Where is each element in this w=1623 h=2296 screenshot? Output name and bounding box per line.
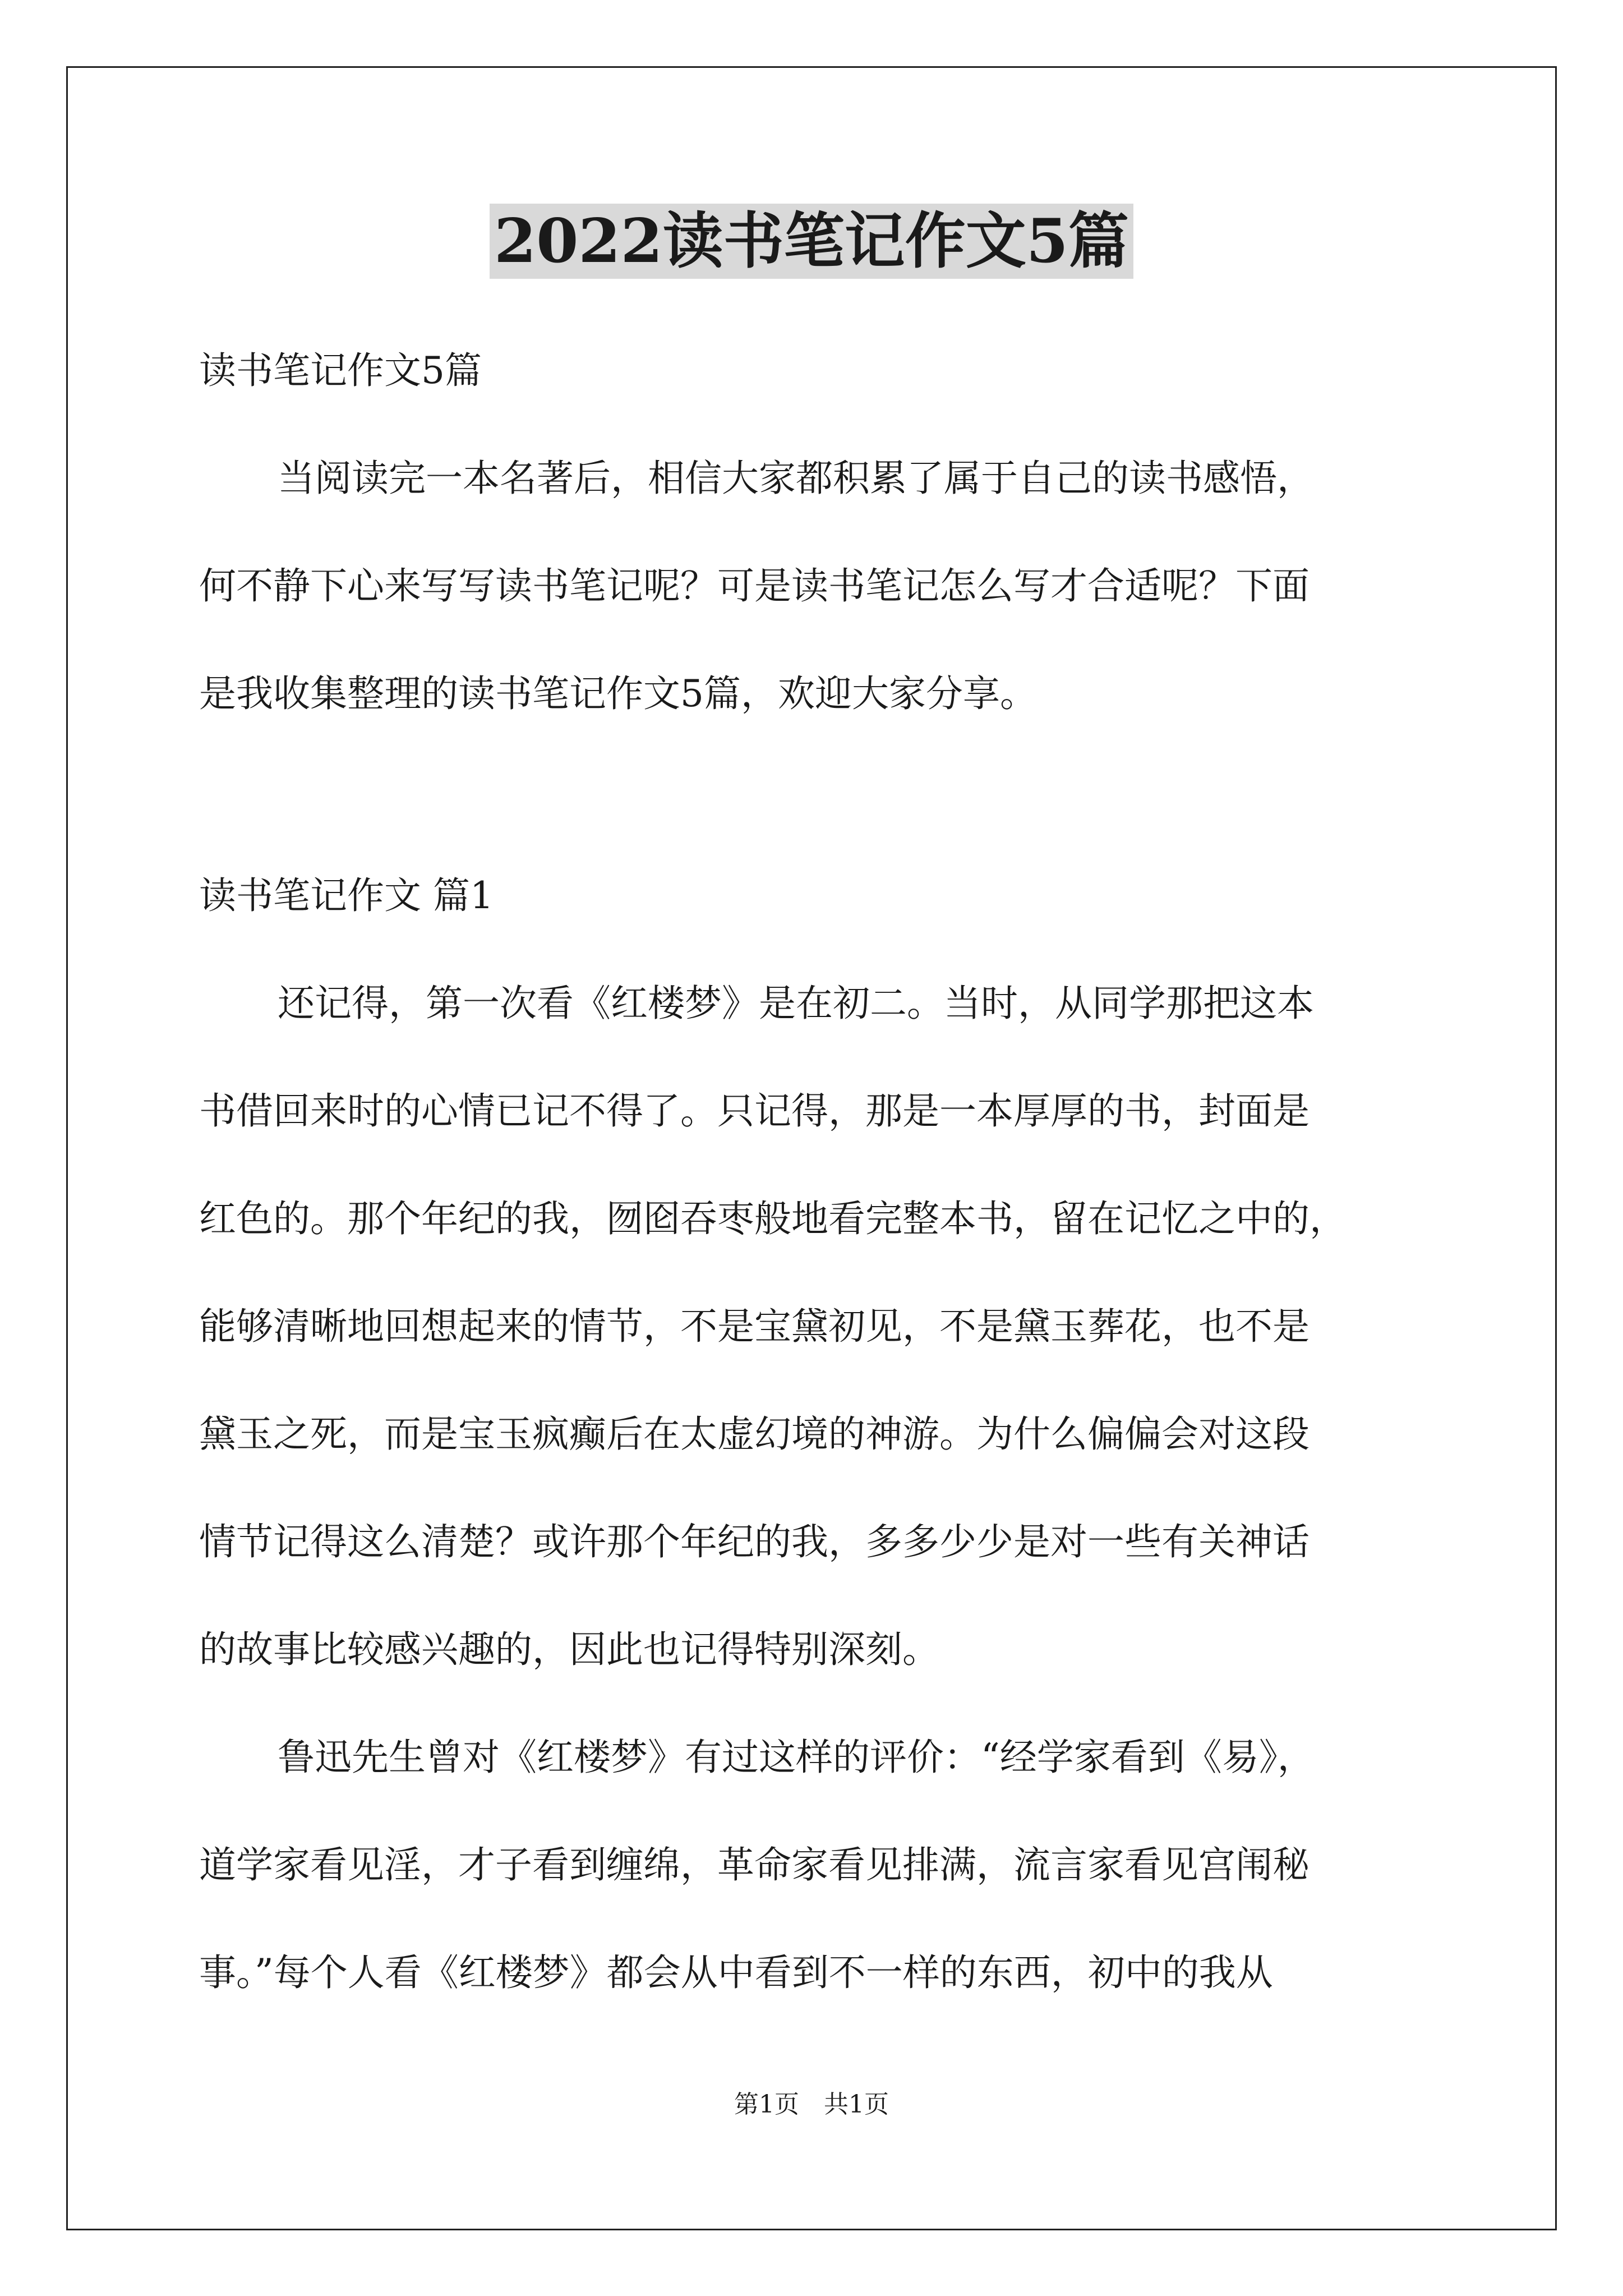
paragraph-line: 书借回来时的心情已记不得了。只记得，那是一本厚厚的书，封面是 (199, 1089, 1310, 1133)
paragraph-line: 的故事比较感兴趣的，因此也记得特别深刻。 (199, 1628, 939, 1671)
page-number: 第1页 (734, 2090, 799, 2119)
section-heading: 读书笔记作文 篇1 (199, 874, 494, 917)
intro-line: 何不静下心来写写读书笔记呢？可是读书笔记怎么写才合适呢？下面 (199, 564, 1310, 608)
subtitle: 读书笔记作文5篇 (199, 349, 482, 392)
document-body (199, 317, 1427, 2027)
paragraph-line: 事。”每个人看《红楼梦》都会从中看到不一样的东西，初中的我从 (199, 1951, 1273, 1994)
title-text: 2022读书笔记作文5篇 (490, 204, 1133, 279)
intro-line: 是我收集整理的读书笔记作文5篇，欢迎大家分享。 (199, 672, 1037, 715)
paragraph-line: 黛玉之死，而是宝玉疯癫后在太虚幻境的神游。为什么偏偏会对这段 (199, 1412, 1310, 1456)
page-footer (0, 2088, 1623, 2122)
paragraph-line: 还记得，第一次看《红楼梦》是在初二。当时，从同学那把这本 (278, 982, 1314, 1025)
document-title (0, 202, 1623, 280)
section-spacer (199, 748, 1427, 842)
paragraph-line: 能够清晰地回想起来的情节，不是宝黛初见，不是黛玉葬花，也不是 (199, 1305, 1310, 1348)
paragraph-line: 鲁迅先生曾对《红楼梦》有过这样的评价：“经学家看到《易》， (278, 1736, 1315, 1779)
paragraph-line: 道学家看见淫，才子看到缠绵，革命家看见排满，流言家看见宫闱秘 (199, 1843, 1310, 1887)
paragraph-line: 情节记得这么清楚？或许那个年纪的我，多多少少是对一些有关神话 (199, 1520, 1310, 1563)
intro-line: 当阅读完一本名著后，相信大家都积累了属于自己的读书感悟， (278, 457, 1314, 500)
page-total: 共1页 (824, 2090, 889, 2119)
paragraph-line: 红色的。那个年纪的我，囫囵吞枣般地看完整本书，留在记忆之中的， (199, 1197, 1347, 1240)
